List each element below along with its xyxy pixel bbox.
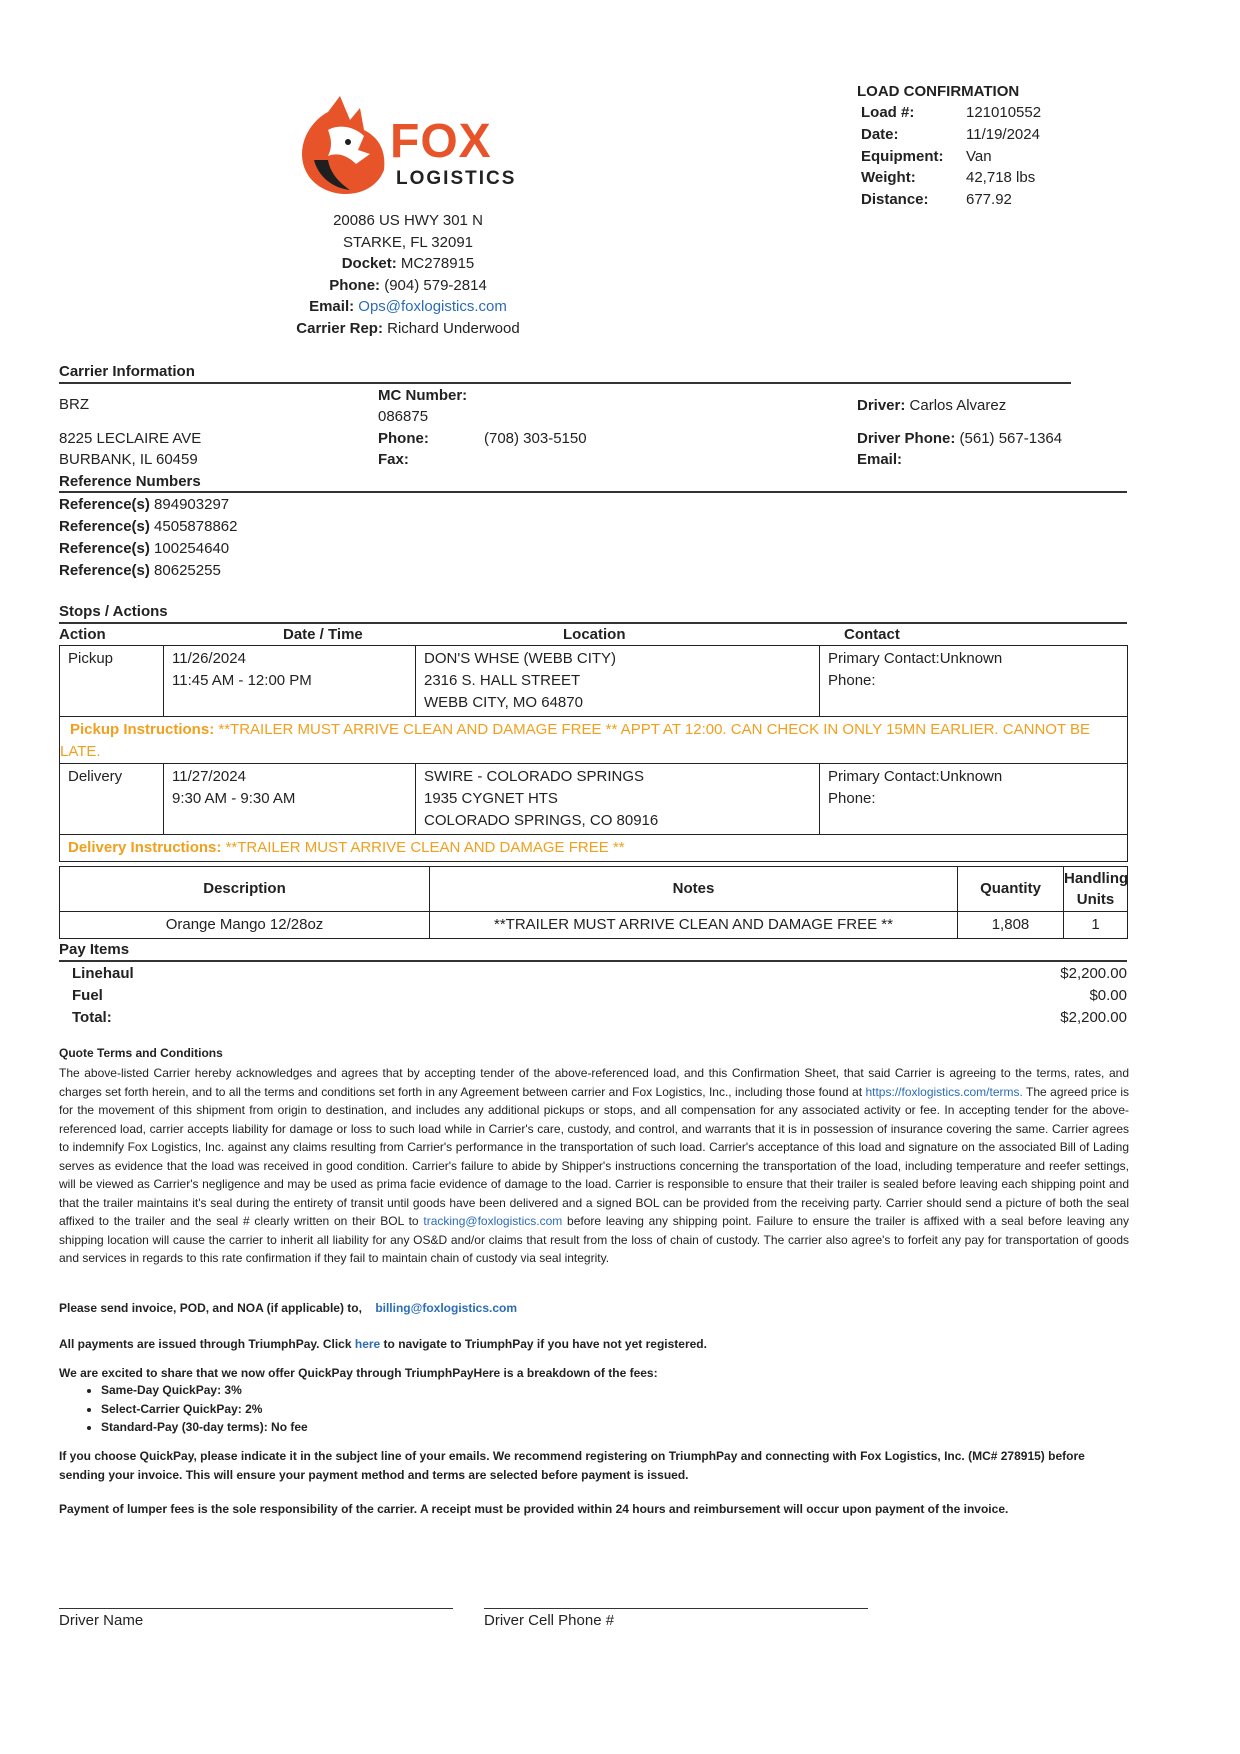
reference-divider xyxy=(59,491,1127,493)
carrier-address2: BURBANK, IL 60459 xyxy=(59,451,198,468)
driver-name-line xyxy=(59,1608,453,1609)
company-logo xyxy=(298,90,518,200)
company-docket: Docket: MC278915 xyxy=(341,255,475,272)
delivery-instructions-row xyxy=(60,835,1128,862)
pay-items-heading: Pay Items xyxy=(59,941,130,958)
col-notes: Notes xyxy=(430,867,958,912)
pay-row xyxy=(72,985,1127,1007)
quickpay-note: If you choose QuickPay, please indicate it in the subject line of your emails. We recommend registering on TriumphPay and connecting with Fox Logistics, Inc. (MC# 278915) before sending your invoice. This will ensure your payment method and terms are selected before payment is issued. xyxy=(59,1449,1085,1482)
stop-location: DON'S WHSE (WEBB CITY) 2316 S. HALL STREET WEBB CITY, MO 64870 xyxy=(416,646,820,717)
load-row-value: 42,718 lbs xyxy=(966,169,1036,187)
lumper-note: Payment of lumper fees is the sole responsibility of the carrier. A receipt must be provided within 24 hours and reimbursement will occur upon payment of the invoice. xyxy=(59,1502,1009,1516)
items-row xyxy=(60,912,1128,939)
quickpay-fees xyxy=(59,1381,308,1437)
load-row-value: 11/19/2024 xyxy=(966,125,1040,143)
company-address1: 20086 US HWY 301 N xyxy=(333,212,483,229)
load-row-label: Distance: xyxy=(861,191,929,209)
col-date-time: Date / Time xyxy=(283,626,363,643)
reference-item: Reference(s) 80625255 xyxy=(59,562,221,579)
items-table xyxy=(59,866,1128,939)
load-row-label: Date: xyxy=(861,125,899,143)
pay-row xyxy=(72,1007,1127,1029)
triumphpay-here-link[interactable]: here xyxy=(354,1337,381,1351)
pay-row xyxy=(72,963,1127,985)
driver-cell-label: Driver Cell Phone # xyxy=(484,1612,615,1629)
invoice-line: Please send invoice, POD, and NOA (if applicable) to, billing@foxlogistics.com xyxy=(59,1301,518,1315)
carrier-information-heading: Carrier Information xyxy=(59,363,195,380)
carrier-name: BRZ xyxy=(59,396,89,413)
col-quantity: Quantity xyxy=(958,867,1064,912)
reference-list xyxy=(59,494,237,582)
billing-email-link[interactable]: billing@foxlogistics.com xyxy=(375,1301,518,1315)
stop-contact: Primary Contact:Unknown Phone: xyxy=(820,646,1128,717)
load-row xyxy=(857,189,1107,211)
stop-datetime: 11/26/2024 11:45 AM - 12:00 PM xyxy=(164,646,416,717)
load-row-value: 677.92 xyxy=(966,191,1012,209)
pay-items xyxy=(72,963,1127,1028)
payments-line: All payments are issued through TriumphPay. Click here to navigate to TriumphPay if you have not yet registered. xyxy=(59,1337,707,1351)
driver-email-label: Email: xyxy=(857,451,903,468)
pay-row-label: Fuel xyxy=(72,986,103,1004)
items-header-row xyxy=(60,867,1128,912)
load-confirmation-block xyxy=(857,82,1107,211)
logo-word: FOX xyxy=(390,115,492,168)
item-units: 1 xyxy=(1064,912,1128,939)
reference-item: Reference(s) 894903297 xyxy=(59,496,230,513)
pay-row-value: $2,200.00 xyxy=(1060,1008,1127,1026)
company-address-block xyxy=(258,210,558,339)
load-row xyxy=(857,167,1107,189)
stop-row-delivery xyxy=(60,764,1128,835)
load-row xyxy=(857,146,1107,168)
stop-action: Pickup xyxy=(60,646,164,717)
company-email: Email: Ops@foxlogistics.com xyxy=(309,298,507,315)
load-row-label: Load #: xyxy=(861,104,915,121)
pay-row-value: $2,200.00 xyxy=(1060,965,1127,982)
item-notes: **TRAILER MUST ARRIVE CLEAN AND DAMAGE FREE ** xyxy=(430,912,958,939)
load-row-label: Equipment: xyxy=(861,147,944,165)
reference-item: Reference(s) 100254640 xyxy=(59,540,230,557)
stop-datetime: 11/27/2024 9:30 AM - 9:30 AM xyxy=(164,764,416,835)
load-row xyxy=(857,102,1107,124)
pay-divider xyxy=(59,960,1127,962)
stops-divider xyxy=(59,622,1127,624)
company-address2: STARKE, FL 32091 xyxy=(342,233,474,251)
driver-phone: Driver Phone: (561) 567-1364 xyxy=(857,430,1063,447)
load-row xyxy=(857,124,1107,146)
load-details xyxy=(857,102,1107,211)
reference-numbers-heading: Reference Numbers xyxy=(59,473,201,490)
load-row-value: 121010552 xyxy=(966,104,1042,121)
pickup-instructions-row xyxy=(60,717,1128,764)
col-handling-units: Handling Units xyxy=(1064,867,1128,912)
stop-location: SWIRE - COLORADO SPRINGS 1935 CYGNET HTS COLORADO SPRINGS, CO 80916 xyxy=(416,764,820,835)
fee-item: • Same-Day QuickPay: 3% xyxy=(101,1381,308,1400)
pay-row-label: Linehaul xyxy=(72,965,134,982)
carrier-address1: 8225 LECLAIRE AVE xyxy=(59,430,202,447)
load-confirmation-title: LOAD CONFIRMATION xyxy=(857,83,1020,100)
pickup-instructions: Pickup Instructions: **TRAILER MUST ARRIVE CLEAN AND DAMAGE FREE ** APPT AT 12:00. CAN CHECK IN ONLY 15MN EARLIER. CANNOT BE LATE. xyxy=(60,717,1128,764)
terms-heading: Quote Terms and Conditions xyxy=(59,1046,223,1060)
carrier-fax-label: Fax: xyxy=(378,451,409,468)
mc-number: 086875 xyxy=(378,408,429,425)
stop-action: Delivery xyxy=(60,764,164,835)
carrier-phone-label: Phone: xyxy=(378,430,429,447)
mc-number-label: MC Number: xyxy=(378,387,468,404)
driver: Driver: Carlos Alvarez xyxy=(857,397,1007,414)
col-action: Action xyxy=(59,626,106,643)
col-location: Location xyxy=(563,626,626,643)
reference-item: Reference(s) 4505878862 xyxy=(59,518,238,535)
stop-row-pickup xyxy=(60,646,1128,717)
stops-table xyxy=(59,645,1128,862)
carrier-rep: Carrier Rep: Richard Underwood xyxy=(296,319,520,337)
pay-row-value: $0.00 xyxy=(1089,986,1127,1004)
tracking-email-link[interactable]: tracking@foxlogistics.com xyxy=(423,1214,563,1228)
load-row-value: Van xyxy=(966,147,992,165)
company-phone: Phone: (904) 579-2814 xyxy=(329,276,487,294)
terms-link[interactable]: https://foxlogistics.com/terms. xyxy=(865,1084,1023,1099)
carrier-heading-divider xyxy=(59,382,1071,384)
delivery-instructions: Delivery Instructions: **TRAILER MUST ARRIVE CLEAN AND DAMAGE FREE ** xyxy=(60,835,1128,862)
load-row-label: Weight: xyxy=(861,169,916,187)
pay-row-label: Total: xyxy=(72,1008,112,1026)
fee-item: • Select-Carrier QuickPay: 2% xyxy=(101,1400,308,1419)
stop-contact: Primary Contact:Unknown Phone: xyxy=(820,764,1128,835)
item-quantity: 1,808 xyxy=(958,912,1064,939)
quickpay-intro: We are excited to share that we now offer QuickPay through TriumphPayHere is a breakdown of the fees: xyxy=(59,1366,658,1380)
terms-body: The above-listed Carrier hereby acknowledges and agrees that by accepting tender of the above-referenced load, and this Confirmation Sheet, that said Carrier is agreeing to the terms, rates, and charges set forth herein, and to all the terms and conditions set forth in any Agreement between carrier and Fox Logistics, Inc., including those found at https://foxlogistics.com/terms. The agreed price is for the movement of this shipment from origin to destination, and includes any additional pickups or stops, and all compensation for any associated activity or fee. In accepting tender for the above-referenced load, carrier accepts liability for damage or loss to such load while in Carrier's care, custody, and control, and warrants that it is in possession of insurance covering the same. Carrier agrees to indemnify Fox Logistics, Inc. against any claims resulting from Carrier's performance in the transportation of such load. Carrier's acceptance of this load and signature on the associated Bill of Lading serves as evidence that the load was received in good condition. Carrier's failure to abide by Shipper's instructions concerning the transportation of the load, including temperature and reefer settings, will be viewed as Carrier's negligence and may be used as prima facie evidence of damage to the load. Carrier is responsible to ensure that their trailer is sealed before leaving each shipping point and that the trailer maintains it's seal during the entirety of transit until goods have been delivered and a signed BOL can be provided from the receiving party. Carrier should send a picture of both the seal affixed to the trailer and the seal # clearly written on their BOL to tracking@foxlogistics.com before leaving any shipping point. Failure to ensure the trailer is affixed with a seal before leaving any shipping location will cause the carrier to inherit all liability for any OS&D and/or claims that result from the loss of chain of custody. The carrier also agree's to forfeit any pay for transportation of goods and services in regards to this rate confirmation if they fail to maintain chain of custody via seal integrity. xyxy=(59,1066,1130,1265)
fee-item: • Standard-Pay (30-day terms): No fee xyxy=(101,1418,308,1437)
driver-name-label: Driver Name xyxy=(59,1612,144,1629)
col-contact: Contact xyxy=(844,626,900,643)
driver-cell-line xyxy=(484,1608,868,1609)
col-description: Description xyxy=(60,867,430,912)
logo-subword: LOGISTICS xyxy=(396,168,517,189)
stops-heading: Stops / Actions xyxy=(59,603,168,620)
item-description: Orange Mango 12/28oz xyxy=(60,912,430,939)
company-email-link[interactable]: Ops@foxlogistics.com xyxy=(358,298,507,315)
carrier-phone: (708) 303-5150 xyxy=(484,430,587,447)
